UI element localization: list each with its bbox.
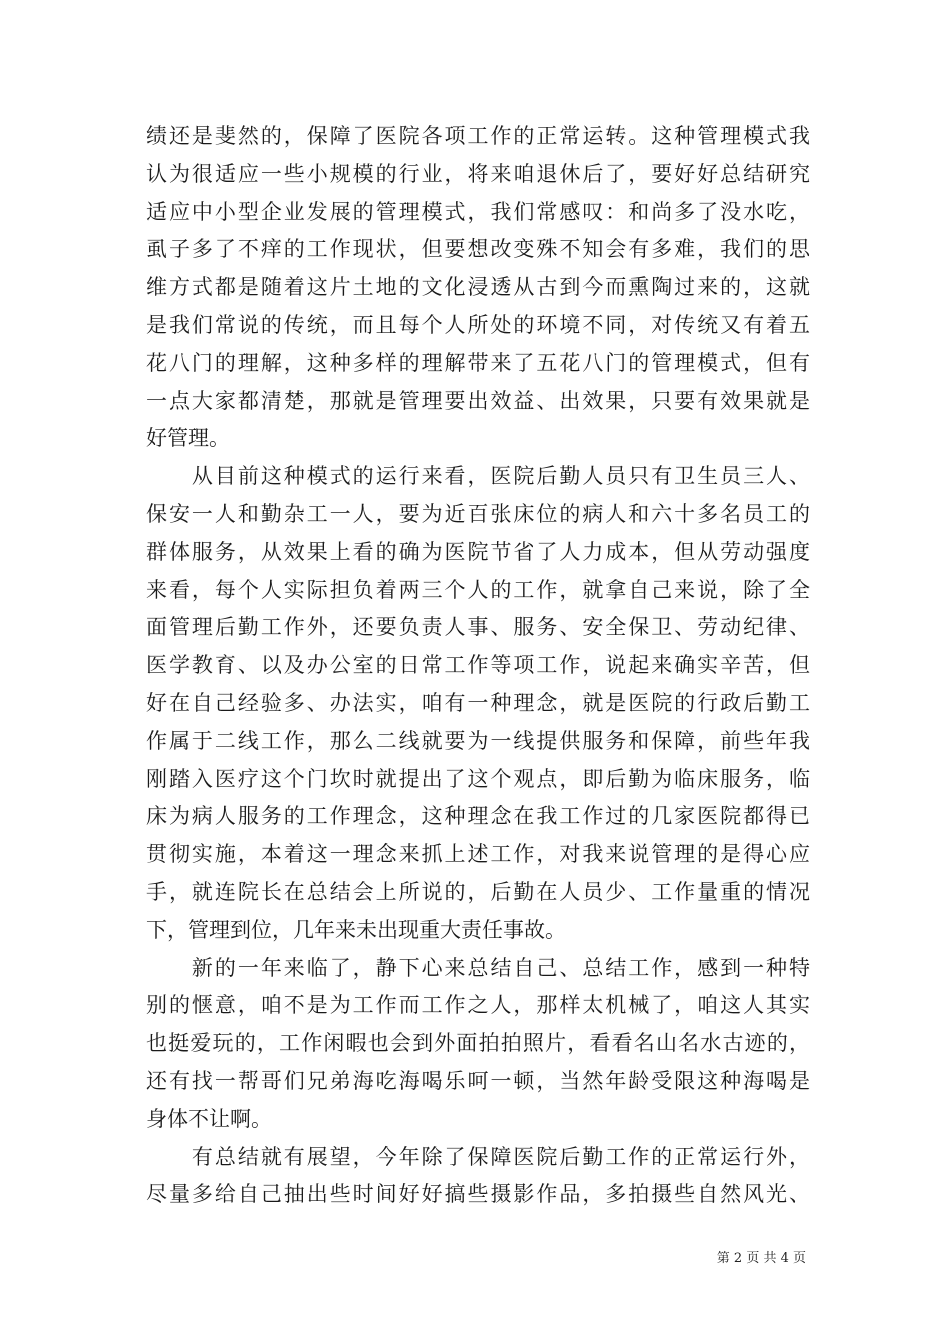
text-line: 来看，每个人实际担负着两三个人的工作，就拿自己来说，除了全 [146,577,810,602]
text-line: 有总结就有展望，今年除了保障医院后勤工作的正常运行外， [146,1144,810,1169]
text-line: 新的一年来临了，静下心来总结自己、总结工作，感到一种特 [146,955,810,980]
body-text [146,118,810,1214]
text-line: 还有找一帮哥们兄弟海吃海喝乐呵一顿，当然年龄受限这种海喝是 [146,1068,810,1093]
text-line: 保安一人和勤杂工一人，要为近百张床位的病人和六十多名员工的 [146,501,810,526]
text-line: 医学教育、以及办公室的日常工作等项工作，说起来确实辛苦，但 [146,653,810,678]
text-line: 一点大家都清楚，那就是管理要出效益、出效果，只要有效果就是 [146,388,810,413]
text-line: 手，就连院长在总结会上所说的，后勤在人员少、工作量重的情况 [146,879,810,904]
text-line: 好管理。 [146,426,230,451]
text-line: 面管理后勤工作外，还要负责人事、服务、安全保卫、劳动纪律、 [146,615,810,640]
paragraph [146,458,810,949]
text-line: 尽量多给自己抽出些时间好好搞些摄影作品，多拍摄些自然风光、 [146,1182,810,1207]
text-line: 别的惬意，咱不是为工作而工作之人，那样太机械了，咱这人其实 [146,993,810,1018]
text-line: 群体服务，从效果上看的确为医院节省了人力成本，但从劳动强度 [146,539,810,564]
text-line: 也挺爱玩的，工作闲暇也会到外面拍拍照片，看看名山名水古迹的， [146,1031,810,1056]
text-line: 维方式都是随着这片土地的文化浸透从古到今而熏陶过来的，这就 [146,275,810,300]
paragraph [146,1139,810,1215]
text-line: 下，管理到位，几年来未出现重大责任事故。 [146,917,566,942]
text-line: 虱子多了不痒的工作现状，但要想改变殊不知会有多难，我们的思 [146,237,810,262]
text-line: 是我们常说的传统，而且每个人所处的环境不同，对传统又有着五 [146,312,810,337]
text-line: 贯彻实施，本着这一理念来抓上述工作，对我来说管理的是得心应 [146,842,810,867]
text-line: 从目前这种模式的运行来看，医院后勤人员只有卫生员三人、 [146,464,810,489]
text-line: 好在自己经验多、办法实，咱有一种理念，就是医院的行政后勤工 [146,690,810,715]
paragraph [146,950,810,1139]
text-line: 身体不让啊。 [146,1106,272,1131]
text-line: 床为病人服务的工作理念，这种理念在我工作过的几家医院都得已 [146,804,810,829]
text-line: 绩还是斐然的，保障了医院各项工作的正常运转。这种管理模式我 [146,124,810,148]
text-line: 刚踏入医疗这个门坎时就提出了这个观点，即后勤为临床服务，临 [146,766,810,791]
text-line: 适应中小型企业发展的管理模式，我们常感叹：和尚多了没水吃， [146,199,810,224]
page-number: 第 2 页 共 4 页 [716,1251,806,1266]
text-line: 认为很适应一些小规模的行业，将来咱退休后了，要好好总结研究 [146,161,810,186]
paragraph [146,118,810,458]
text-line: 花八门的理解，这种多样的理解带来了五花八门的管理模式，但有 [146,350,810,375]
text-line: 作属于二线工作，那么二线就要为一线提供服务和保障，前些年我 [146,728,810,753]
